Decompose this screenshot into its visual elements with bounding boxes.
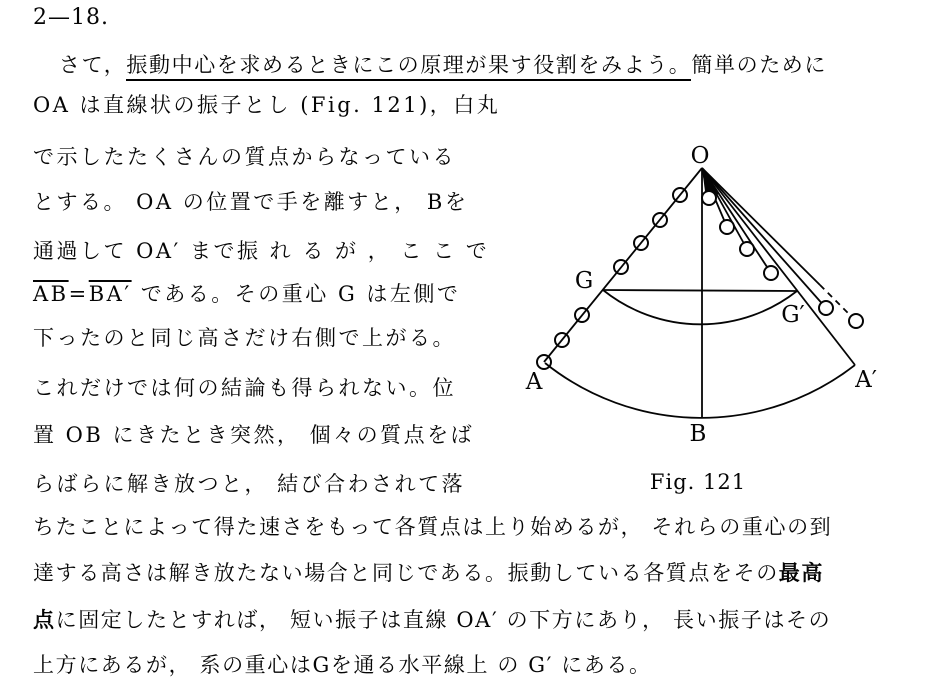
figure-caption: Fig. 121 <box>649 470 747 494</box>
line02-pre: さて， <box>59 53 127 77</box>
mass-point-max <box>702 191 716 205</box>
text-line-15: 上方にあるが， 系の重心はGを通る水平線上 の G′ にある。 <box>33 653 652 677</box>
segment-ba-overline: BA′ <box>88 282 132 306</box>
figure-labels <box>525 143 877 447</box>
mass-point-max <box>764 266 778 280</box>
text-line-12: ちたことによって得た速さをもって各質点は上り始めるが， それらの重心の到 <box>33 515 833 539</box>
line07-rest: である。その重心 G は左側で <box>131 282 461 306</box>
line13-main: 達する高さは解き放たない場合と同じである。振動している各質点をその <box>33 561 779 585</box>
figure-121-diagram <box>500 140 900 500</box>
figure-label-o: O <box>690 143 710 169</box>
section-number: 2—18. <box>33 5 109 30</box>
text-line-11: らばらに解き放つと， 結び合わされて落 <box>33 472 466 496</box>
text-line-04: で示したたくさんの質点からなっている <box>33 145 456 169</box>
text-line-06: 通過して OA′ まで振 れ る が ， こ こ で <box>33 239 490 263</box>
fan-line-5 <box>702 168 826 308</box>
horizontal-line-g-gprime <box>603 290 797 291</box>
text-line-14 <box>33 607 831 633</box>
text-line-09: これだけでは何の結論も得られない。位 <box>33 376 456 400</box>
figure-label-g: G <box>574 268 594 294</box>
line13-bold: 最高 <box>778 560 824 585</box>
figure-label-a-prime: A′ <box>855 367 877 393</box>
line02-underlined: 振動中心を求めるときにこの原理が果す役割をみよう。 <box>126 53 691 81</box>
line14-bold: 点 <box>33 607 56 632</box>
text-line-02 <box>59 52 827 78</box>
text-line-08: 下ったのと同じ高さだけ右側で上がる。 <box>33 326 456 350</box>
mass-point-max <box>720 220 734 234</box>
text-line-10: 置 OB にきたとき突然， 個々の質点をば <box>33 423 475 447</box>
mass-point-max <box>740 242 754 256</box>
arc-a-swing <box>545 363 855 418</box>
segment-ab-overline: $\overline{AB}$ <box>33 282 69 306</box>
figure-label-g-prime: G′ <box>781 302 805 328</box>
text-line-05: とする。 OA の位置で手を離すと， Bを <box>33 190 469 214</box>
figure-label-b: B <box>689 421 707 447</box>
pendulum-line-oa <box>544 168 702 362</box>
pendulum-line-oa-prime <box>702 168 855 365</box>
mass-point-max <box>849 314 863 328</box>
arc-g-swing <box>603 290 797 324</box>
segment-equals: = <box>68 282 89 306</box>
figure-label-a: A <box>525 369 543 395</box>
line02-post: 簡単のために <box>691 53 827 77</box>
text-line-03: OA は直線状の振子とし (Fig. 121)，白丸 <box>33 93 501 117</box>
fan-line-4 <box>702 168 771 273</box>
line14-main: に固定したとすれば， 短い振子は直線 OA′ の下方にあり， 長い振子はその <box>55 608 832 632</box>
mass-point-max <box>819 301 833 315</box>
text-line-07 <box>33 281 460 307</box>
text-line-13 <box>33 560 824 586</box>
